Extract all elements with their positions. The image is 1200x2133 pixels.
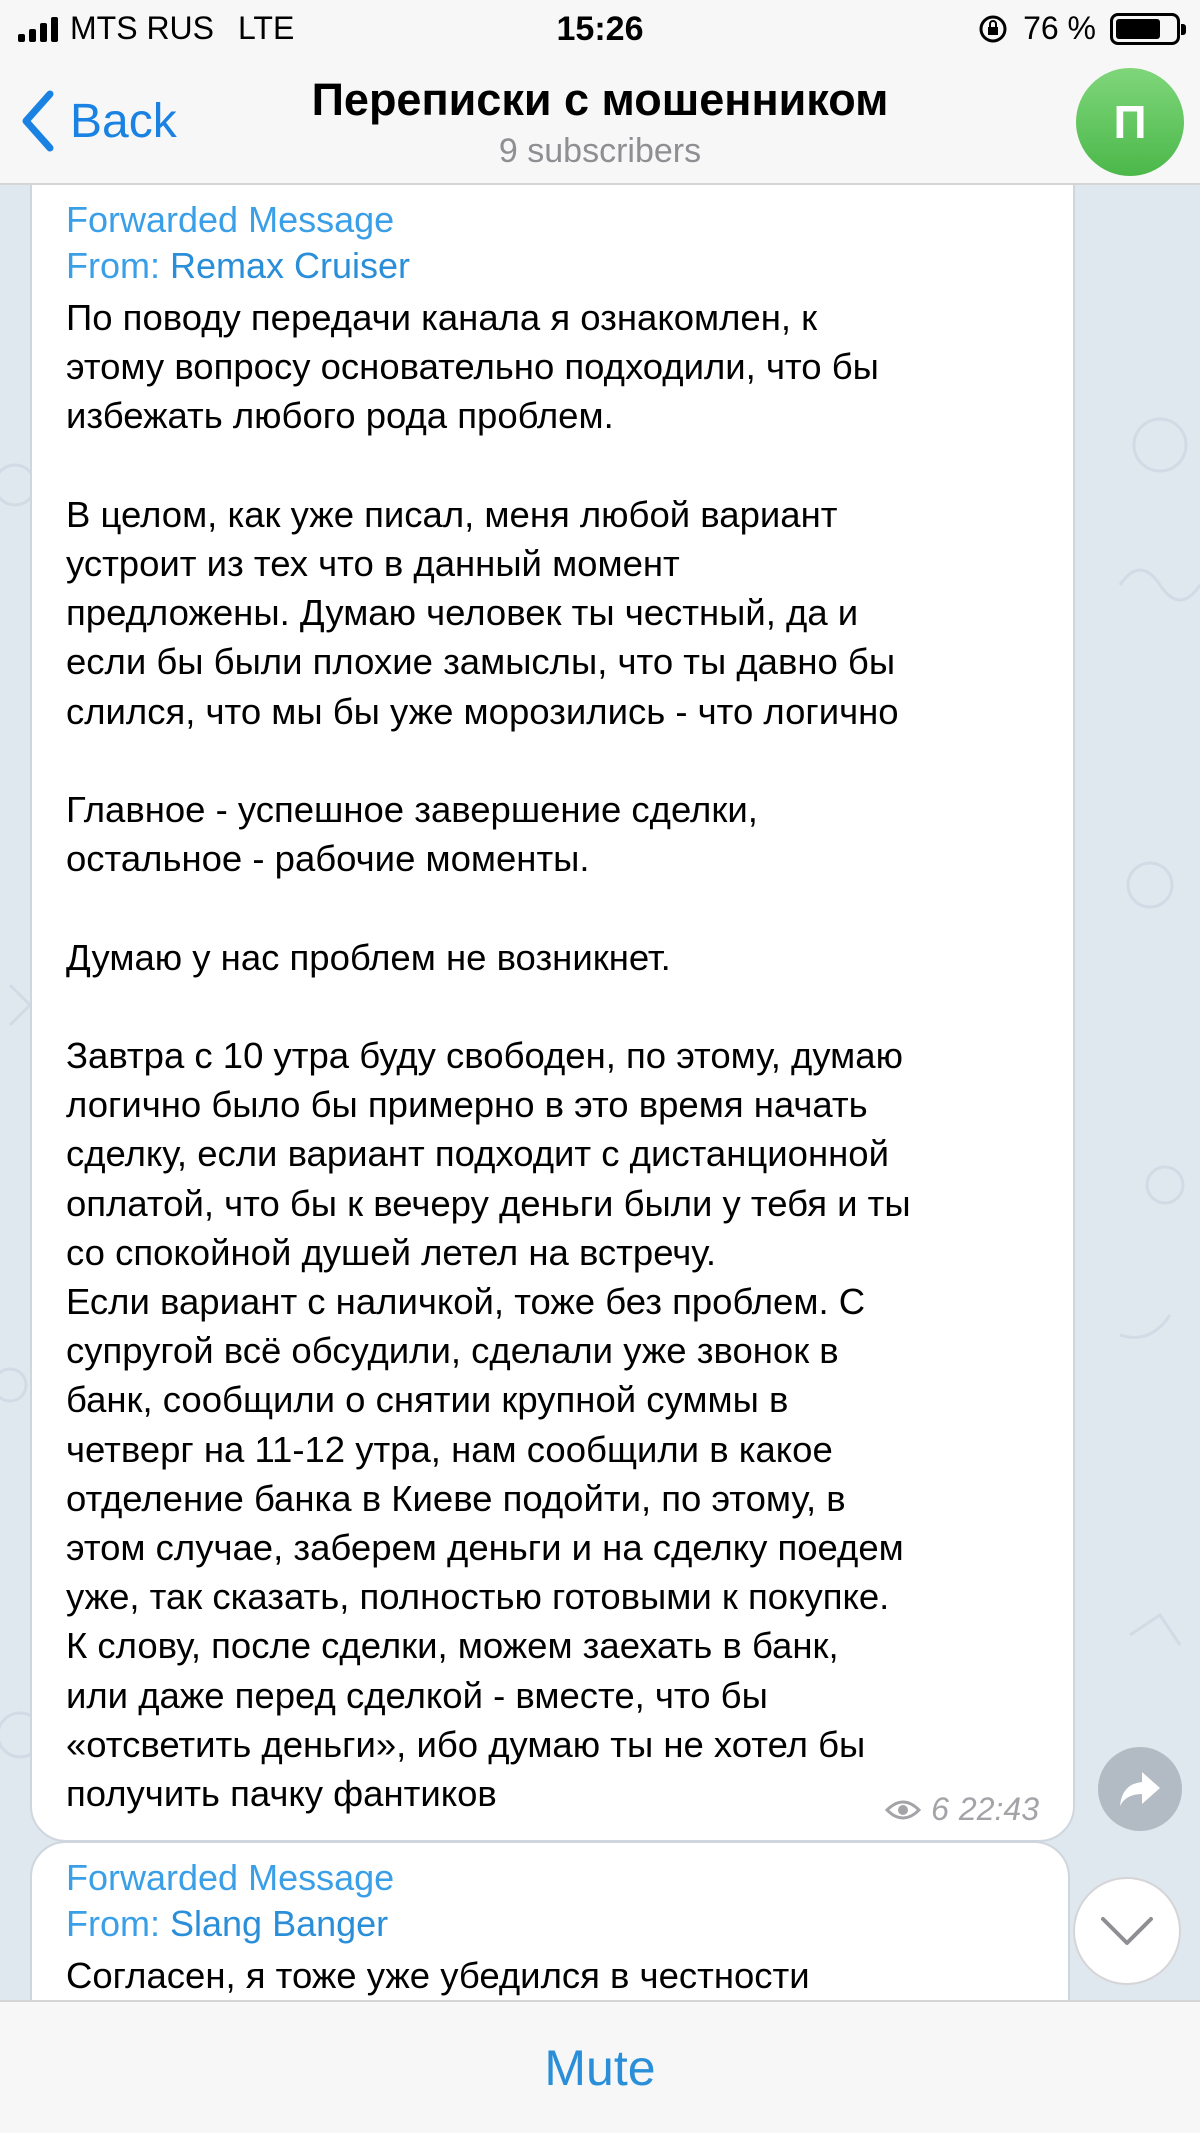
clock: 15:26 [556, 10, 644, 48]
message-text: Согласен, я тоже уже убедился в честности [66, 1955, 810, 1996]
view-count: 6 [931, 1791, 949, 1827]
eye-icon [885, 1798, 921, 1822]
message-text: По поводу передачи канала я ознакомлен, к этому вопросу основательно подходили, что бы избежать любого рода проблем. В целом, как уже писал, меня любой вариант устроит из тех что в данный момент предложены. Думаю человек ты честный, да и если бы были плохие замыслы, что ты давно бы слился, что мы бы уже морозились - что логично Главное - успешное завершение сделки, остальное - рабочие моменты. Думаю у нас проблем не возникнет. Завтра с 10 утра буду свободен, по этому, думаю логично было бы примерно в это время начать сделку, если вариант подходит с дистанционной оплатой, что бы к вечеру деньги были у тебя и ты со спокойной душей летел на встречу. Если вариант с наличкой, тоже без проблем. С супругой всё обсудили, сделали уже звонок в банк, сообщили о снятии крупной суммы в четверг на 11-12 утра, нам сообщили в какое отделение банка в Киеве подойти, по этому, в этом случае, заберем деньги и на сделку поедем уже, так сказать, полностью готовыми к покупке. К слову, после сделки, можем заехать в банк, или даже перед сделкой - вместе, что бы «отсветить деньги», ибо думаю ты не хотел бы получить пачку фантиков [66, 297, 911, 1815]
share-button[interactable] [1098, 1747, 1182, 1831]
message-bubble[interactable] [30, 185, 1075, 1842]
from-prefix: From: [66, 245, 170, 286]
forwarded-label: Forwarded Message [66, 199, 395, 240]
nav-bar [0, 60, 1200, 185]
chat-area[interactable] [0, 185, 1200, 2000]
bottom-bar [0, 2000, 1200, 2133]
share-arrow-icon [1118, 1770, 1162, 1808]
from-prefix: From: [66, 1903, 170, 1944]
forwarded-from[interactable] [66, 243, 1039, 289]
status-right [977, 10, 1180, 47]
battery-icon [1110, 13, 1180, 45]
subscriber-count: 9 subscribers [498, 132, 702, 170]
forwarded-label: Forwarded Message [66, 1857, 395, 1898]
message-time: 22:43 [958, 1791, 1039, 1827]
forwarded-from[interactable] [66, 1901, 1034, 1947]
battery-percent: 76 % [1023, 10, 1096, 46]
rotation-lock-icon [977, 13, 1009, 45]
chevron-down-icon [1099, 1915, 1155, 1947]
network-label: LTE [238, 10, 295, 46]
from-name[interactable]: Remax Cruiser [170, 245, 411, 286]
back-label: Back [70, 94, 177, 148]
from-name[interactable]: Slang Banger [170, 1903, 389, 1944]
mute-button[interactable]: Mute [544, 2039, 656, 2096]
scroll-down-button[interactable] [1073, 1877, 1181, 1985]
status-bar [0, 0, 1200, 60]
message-meta [885, 1791, 1039, 1828]
channel-avatar[interactable]: П [1076, 68, 1184, 176]
carrier-label: MTS RUS [70, 10, 214, 46]
message-bubble[interactable] [30, 1841, 1070, 2000]
channel-title[interactable]: Переписки с мошенником [311, 74, 889, 125]
